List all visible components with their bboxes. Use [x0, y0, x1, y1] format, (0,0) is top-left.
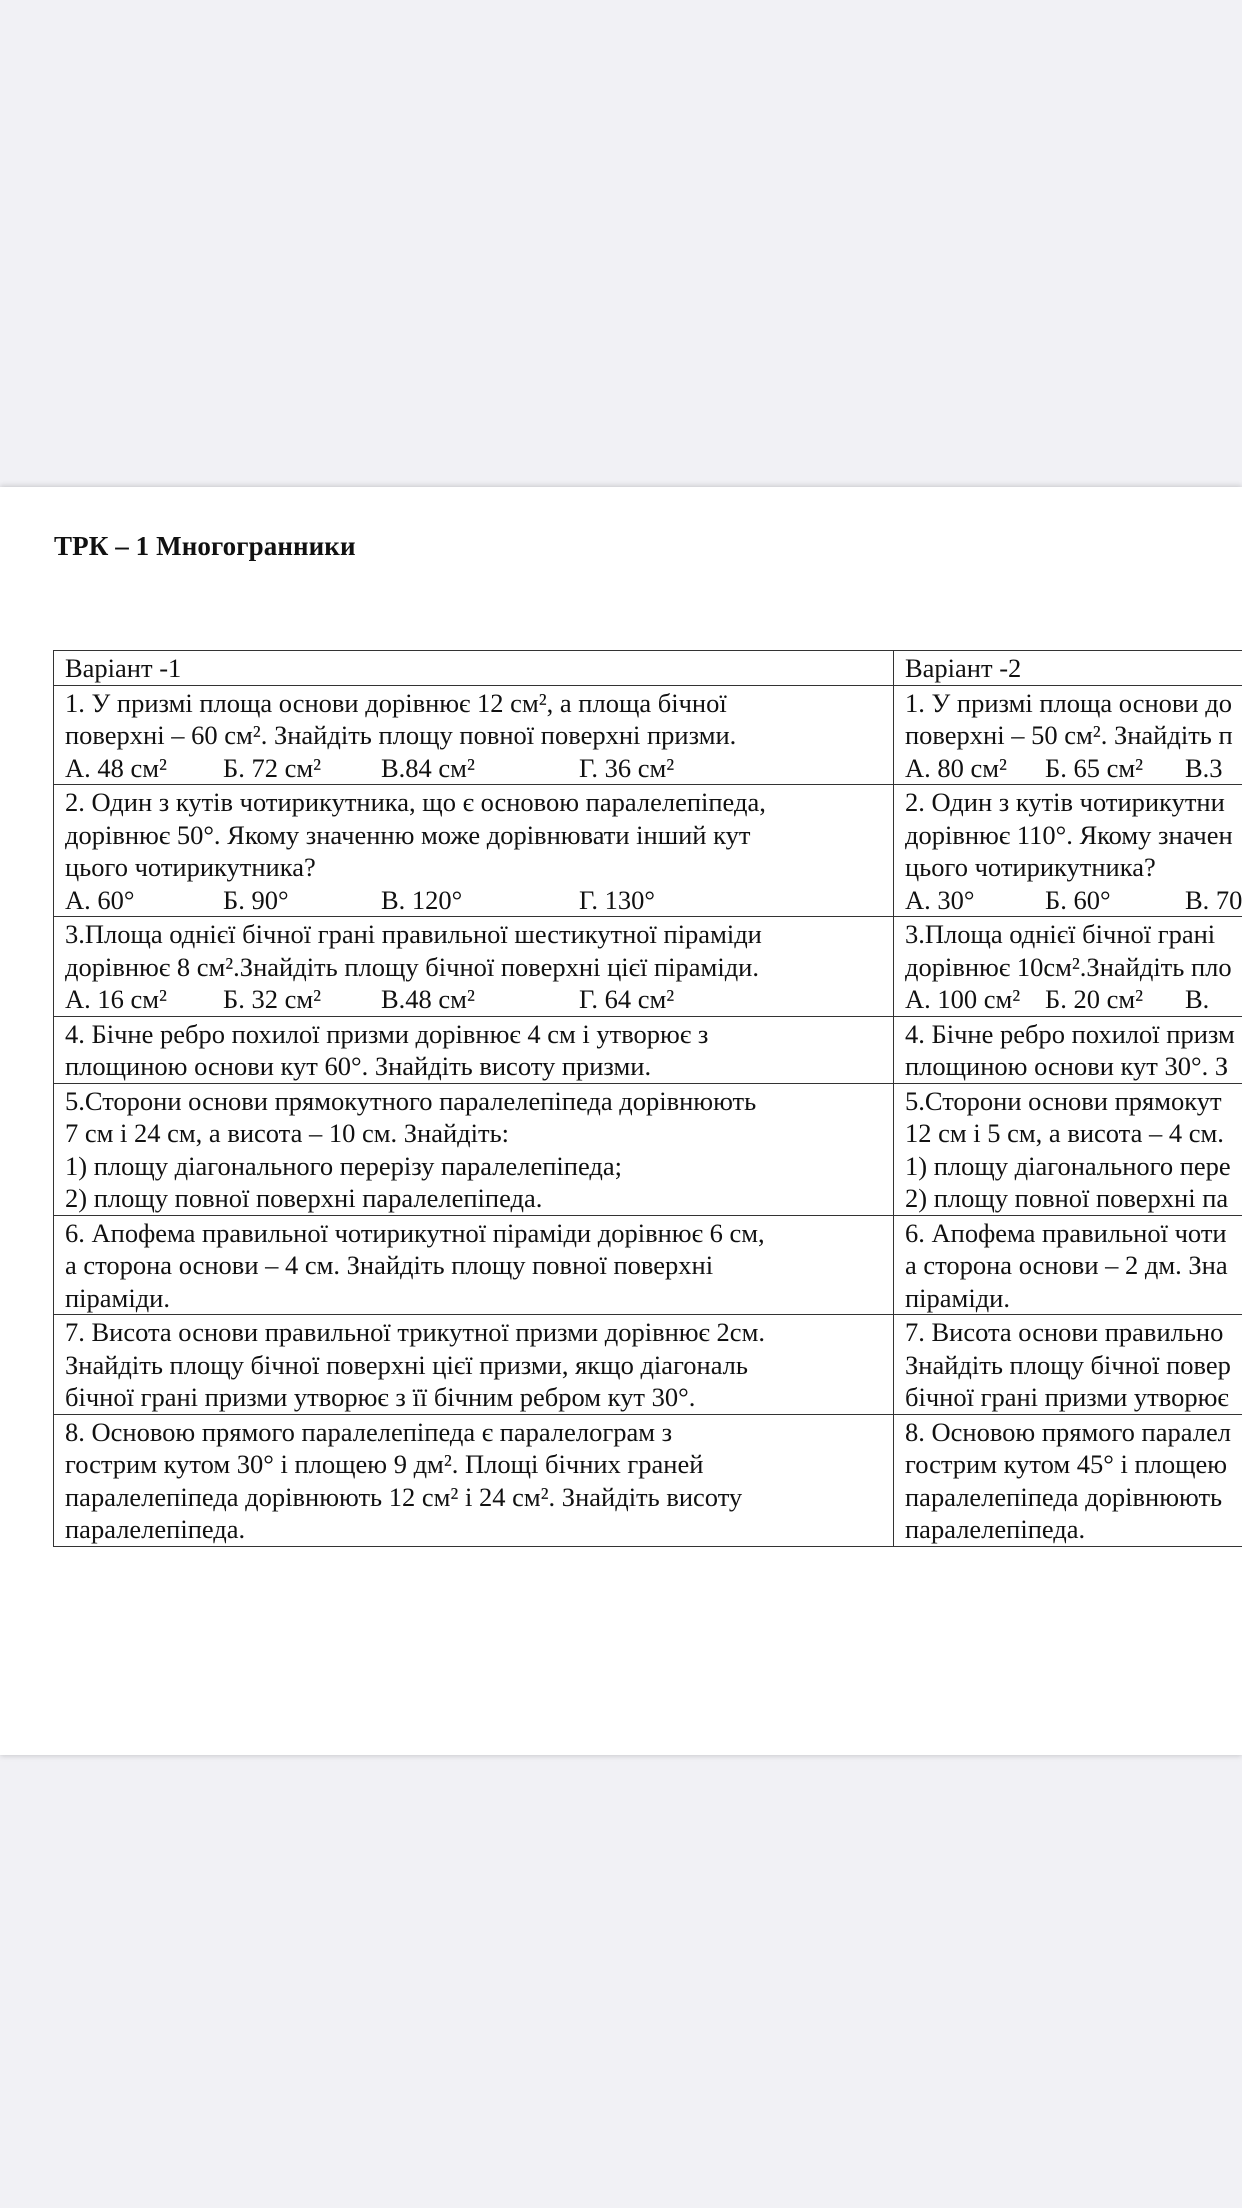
answer-option: А. 100 см² [905, 984, 1021, 1014]
task-text-line: паралелепіпеда. [905, 1514, 1086, 1544]
answer-option: В.3 [1185, 752, 1223, 783]
task-text-line: 12 см і 5 см, а висота – 4 см. [905, 1118, 1224, 1148]
variant-1-task-cell [54, 1414, 894, 1546]
task-text-line: бічної грані призми утворює з її бічним ребром кут 30°. [65, 1382, 696, 1412]
task-text-line: піраміди. [905, 1282, 1010, 1313]
answer-options [905, 983, 1242, 1016]
answer-option: А. 16 см² [65, 984, 167, 1014]
task-text-line: поверхні – 60 см². Знайдіть площу повної поверхні призми. [65, 720, 737, 750]
answer-options [905, 884, 1242, 917]
task-text-line: поверхні – 50 см². Знайдіть п [905, 720, 1233, 750]
task-text-line: 1) площу діагонального перерізу паралелепіпеда; [65, 1150, 622, 1181]
task-text-line: 5.Сторони основи прямокут [905, 1085, 1222, 1116]
task-text-line: паралелепіпеда дорівнюють [905, 1481, 1223, 1512]
task-text-line: площиною основи кут 60°. Знайдіть висоту призми. [65, 1051, 652, 1081]
task-row [54, 1083, 1242, 1215]
answer-option: Б. 32 см² [223, 984, 322, 1014]
task-row [54, 1315, 1242, 1415]
task-text-line: дорівнює 8 см².Знайдіть площу бічної поверхні цієї піраміди. [65, 951, 759, 982]
answer-option: В. 70 [1185, 884, 1242, 915]
task-text-line: 2) площу повної поверхні па [905, 1183, 1229, 1213]
task-text-line: Знайдіть площу бічної поверхні цієї призми, якщо діагональ [65, 1349, 748, 1380]
task-text-line: а сторона основи – 2 дм. Зна [905, 1250, 1228, 1280]
task-text-line: 1. У призмі площа основи до [905, 687, 1232, 718]
task-text-line: а сторона основи – 4 см. Знайдіть площу повної поверхні [65, 1250, 714, 1280]
task-row [54, 685, 1242, 785]
task-text-line: 1. У призмі площа основи дорівнює 12 см², а площа бічної [65, 687, 727, 718]
task-text-line: 2. Один з кутів чотирикутника, що є основою паралелепіпеда, [65, 787, 766, 817]
answer-option: В.48 см² [381, 984, 475, 1014]
answer-option: Б. 20 см² [1045, 984, 1144, 1014]
task-row [54, 917, 1242, 1017]
variant-1-task-cell [54, 1215, 894, 1315]
task-text-line: гострим кутом 30° і площею 9 дм². Площі бічних граней [65, 1449, 704, 1479]
answer-option: Г. 64 см² [579, 984, 675, 1014]
answer-option: В. [1185, 984, 1210, 1014]
answer-option: Б. 72 см² [223, 752, 322, 783]
task-text-line: 5.Сторони основи прямокутного паралелепіпеда дорівнюють [65, 1085, 757, 1116]
variant-2-task-cell [894, 1215, 1242, 1315]
variant-2-task-cell [894, 1315, 1242, 1415]
task-text-line: 8. Основою прямого паралел [905, 1416, 1231, 1447]
header-variant-2: Варіант -2 [894, 651, 1242, 686]
variant-1-task-cell [54, 685, 894, 785]
answer-option: А. 80 см² [905, 752, 1007, 783]
task-text-line: 3.Площа однієї бічної грані правильної шестикутної піраміди [65, 919, 762, 949]
task-text-line: площиною основи кут 30°. З [905, 1051, 1229, 1081]
answer-options [65, 752, 883, 785]
document-page [0, 487, 1242, 1755]
answer-option: А. 30° [905, 884, 975, 915]
task-text-line: 8. Основою прямого паралелепіпеда є паралелограм з [65, 1416, 673, 1447]
task-text-line: паралелепіпеда дорівнюють 12 см² і 24 см². Знайдіть висоту [65, 1481, 743, 1512]
variant-1-task-cell [54, 917, 894, 1017]
task-text-line: 2. Один з кутів чотирикутни [905, 787, 1225, 817]
task-row [54, 785, 1242, 917]
task-text-line: піраміди. [65, 1282, 170, 1313]
variant-2-task-cell [894, 1083, 1242, 1215]
variant-2-task-cell [894, 685, 1242, 785]
task-row [54, 1016, 1242, 1083]
variant-2-task-cell [894, 1016, 1242, 1083]
task-text-line: 3.Площа однієї бічної грані [905, 919, 1216, 949]
task-text-line: цього чотирикутника? [65, 852, 316, 882]
task-text-line: 7 см і 24 см, а висота – 10 см. Знайдіть: [65, 1118, 510, 1148]
task-row [54, 1414, 1242, 1546]
task-text-line: 4. Бічне ребро похилої призми дорівнює 4 см і утворює з [65, 1018, 709, 1049]
answer-options [65, 884, 883, 917]
variant-1-task-cell [54, 1016, 894, 1083]
task-text-line: 2) площу повної поверхні паралелепіпеда. [65, 1183, 543, 1213]
task-text-line: 4. Бічне ребро похилої призм [905, 1018, 1235, 1049]
task-text-line: 7. Висота основи правильно [905, 1317, 1224, 1347]
answer-option: А. 60° [65, 884, 135, 915]
variant-2-task-cell [894, 1414, 1242, 1546]
answer-option: Б. 60° [1045, 884, 1111, 915]
task-text-line: 1) площу діагонального пере [905, 1150, 1231, 1181]
variant-1-task-cell [54, 785, 894, 917]
task-text-line: Знайдіть площу бічної повер [905, 1349, 1231, 1380]
task-text-line: 6. Апофема правильної чотирикутної піраміди дорівнює 6 см, [65, 1217, 765, 1248]
task-text-line: дорівнює 110°. Якому значен [905, 819, 1233, 850]
answer-option: Б. 65 см² [1045, 752, 1144, 783]
answer-option: А. 48 см² [65, 752, 167, 783]
task-text-line: 6. Апофема правильної чоти [905, 1217, 1227, 1248]
task-text-line: дорівнює 50°. Якому значенню може дорівнювати інший кут [65, 819, 751, 850]
task-text-line: паралелепіпеда. [65, 1514, 246, 1544]
header-variant-1: Варіант -1 [54, 651, 894, 686]
table-header-row [54, 651, 1242, 686]
task-row [54, 1215, 1242, 1315]
variant-2-task-cell [894, 785, 1242, 917]
answer-options [905, 752, 1242, 785]
document-title: ТРК – 1 Многогранники [54, 531, 356, 561]
answer-options [65, 983, 883, 1016]
task-text-line: 7. Висота основи правильної трикутної призми дорівнює 2см. [65, 1317, 765, 1347]
variant-1-task-cell [54, 1315, 894, 1415]
answer-option: Г. 130° [579, 884, 655, 915]
answer-option: В. 120° [381, 884, 463, 915]
task-text-line: дорівнює 10см².Знайдіть пло [905, 951, 1232, 982]
answer-option: Б. 90° [223, 884, 289, 915]
answer-option: Г. 36 см² [579, 752, 675, 783]
variant-1-task-cell [54, 1083, 894, 1215]
task-text-line: бічної грані призми утворює [905, 1382, 1229, 1412]
tasks-table [53, 650, 1242, 1547]
task-text-line: гострим кутом 45° і площею [905, 1449, 1228, 1479]
answer-option: В.84 см² [381, 752, 475, 783]
variant-2-task-cell [894, 917, 1242, 1017]
task-text-line: цього чотирикутника? [905, 852, 1156, 882]
